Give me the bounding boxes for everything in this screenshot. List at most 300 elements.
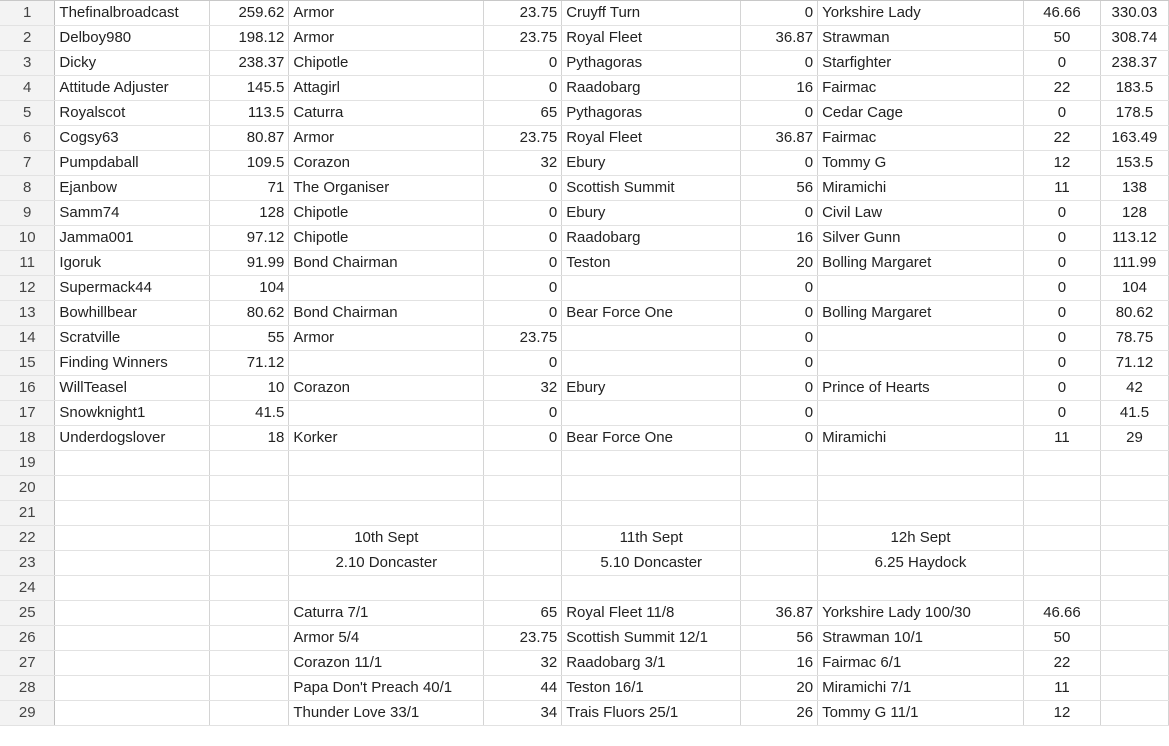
- cell[interactable]: Bear Force One: [562, 301, 741, 326]
- cell[interactable]: Armor 5/4: [289, 626, 484, 651]
- cell[interactable]: 198.12: [210, 26, 289, 51]
- cell[interactable]: 0: [741, 426, 818, 451]
- cell[interactable]: Jamma001: [55, 226, 210, 251]
- cell[interactable]: Royal Fleet: [562, 26, 741, 51]
- cell[interactable]: Thunder Love 33/1: [289, 701, 484, 726]
- cell[interactable]: Teston: [562, 251, 741, 276]
- row-number[interactable]: 16: [0, 376, 55, 401]
- cell[interactable]: 0: [484, 351, 562, 376]
- cell[interactable]: [289, 501, 484, 526]
- cell[interactable]: 0: [484, 301, 562, 326]
- cell[interactable]: 2.10 Doncaster: [289, 551, 484, 576]
- cell[interactable]: [55, 626, 210, 651]
- cell[interactable]: 80.87: [210, 126, 289, 151]
- cell[interactable]: Ebury: [562, 151, 741, 176]
- cell[interactable]: [484, 501, 562, 526]
- cell[interactable]: 56: [741, 176, 818, 201]
- row-number[interactable]: 26: [0, 626, 55, 651]
- table-row: [0, 501, 1169, 526]
- table-row: [0, 476, 1169, 501]
- cell[interactable]: 65: [484, 601, 562, 626]
- cell[interactable]: Yorkshire Lady: [818, 1, 1024, 26]
- cell[interactable]: Corazon: [289, 151, 484, 176]
- cell[interactable]: [1100, 676, 1168, 701]
- table-row: [0, 226, 1169, 251]
- cell[interactable]: 104: [210, 276, 289, 301]
- cell[interactable]: [562, 451, 741, 476]
- table-row: [0, 551, 1169, 576]
- cell[interactable]: Scottish Summit: [562, 176, 741, 201]
- cell[interactable]: 138: [1100, 176, 1168, 201]
- cell[interactable]: 0: [1024, 226, 1101, 251]
- cell[interactable]: 23.75: [484, 126, 562, 151]
- cell[interactable]: [562, 576, 741, 601]
- cell[interactable]: 11: [1024, 676, 1101, 701]
- cell[interactable]: Finding Winners: [55, 351, 210, 376]
- cell[interactable]: 46.66: [1024, 601, 1101, 626]
- cell[interactable]: 0: [1024, 251, 1101, 276]
- cell[interactable]: [210, 701, 289, 726]
- cell[interactable]: Attitude Adjuster: [55, 76, 210, 101]
- cell[interactable]: 0: [1024, 351, 1101, 376]
- cell[interactable]: Miramichi: [818, 176, 1024, 201]
- cell[interactable]: [289, 276, 484, 301]
- table-row: [0, 126, 1169, 151]
- cell[interactable]: 16: [741, 226, 818, 251]
- cell[interactable]: Bolling Margaret: [818, 301, 1024, 326]
- cell[interactable]: 0: [484, 51, 562, 76]
- cell[interactable]: 145.5: [210, 76, 289, 101]
- row-number[interactable]: 20: [0, 476, 55, 501]
- row-number[interactable]: 3: [0, 51, 55, 76]
- cell[interactable]: [1100, 576, 1168, 601]
- cell[interactable]: Civil Law: [818, 201, 1024, 226]
- cell[interactable]: Caturra: [289, 101, 484, 126]
- cell[interactable]: [1024, 501, 1101, 526]
- cell[interactable]: Armor: [289, 26, 484, 51]
- cell[interactable]: 5.10 Doncaster: [562, 551, 741, 576]
- cell[interactable]: [1024, 551, 1101, 576]
- cell[interactable]: 41.5: [210, 401, 289, 426]
- cell[interactable]: [289, 351, 484, 376]
- cell[interactable]: [562, 476, 741, 501]
- cell[interactable]: 50: [1024, 26, 1101, 51]
- cell[interactable]: 0: [1024, 276, 1101, 301]
- cell[interactable]: Yorkshire Lady 100/30: [818, 601, 1024, 626]
- cell[interactable]: 23.75: [484, 1, 562, 26]
- cell[interactable]: 91.99: [210, 251, 289, 276]
- cell[interactable]: 55: [210, 326, 289, 351]
- cell[interactable]: [1100, 701, 1168, 726]
- cell[interactable]: Miramichi: [818, 426, 1024, 451]
- row-number[interactable]: 24: [0, 576, 55, 601]
- cell[interactable]: Chipotle: [289, 51, 484, 76]
- cell[interactable]: 238.37: [210, 51, 289, 76]
- cell[interactable]: The Organiser: [289, 176, 484, 201]
- cell[interactable]: Ejanbow: [55, 176, 210, 201]
- cell[interactable]: Silver Gunn: [818, 226, 1024, 251]
- cell[interactable]: Snowknight1: [55, 401, 210, 426]
- table-row: [0, 201, 1169, 226]
- row-number[interactable]: 7: [0, 151, 55, 176]
- cell[interactable]: Attagirl: [289, 76, 484, 101]
- cell[interactable]: Scottish Summit 12/1: [562, 626, 741, 651]
- cell[interactable]: Bolling Margaret: [818, 251, 1024, 276]
- cell[interactable]: Korker: [289, 426, 484, 451]
- cell[interactable]: 71: [210, 176, 289, 201]
- cell[interactable]: Starfighter: [818, 51, 1024, 76]
- cell[interactable]: Miramichi 7/1: [818, 676, 1024, 701]
- cell[interactable]: Raadobarg 3/1: [562, 651, 741, 676]
- cell[interactable]: [55, 576, 210, 601]
- cell[interactable]: [818, 351, 1024, 376]
- cell[interactable]: [741, 576, 818, 601]
- cell[interactable]: [741, 476, 818, 501]
- cell[interactable]: [562, 401, 741, 426]
- cell[interactable]: [210, 451, 289, 476]
- cell[interactable]: Thefinalbroadcast: [55, 1, 210, 26]
- cell[interactable]: Delboy980: [55, 26, 210, 51]
- cell[interactable]: 0: [741, 51, 818, 76]
- cell[interactable]: [210, 551, 289, 576]
- cell[interactable]: [210, 576, 289, 601]
- cell[interactable]: 128: [210, 201, 289, 226]
- cell[interactable]: 238.37: [1100, 51, 1168, 76]
- cell[interactable]: [55, 651, 210, 676]
- cell[interactable]: 0: [741, 101, 818, 126]
- cell[interactable]: [1100, 451, 1168, 476]
- cell[interactable]: [484, 551, 562, 576]
- row-number[interactable]: 5: [0, 101, 55, 126]
- cell[interactable]: [741, 501, 818, 526]
- cell[interactable]: 36.87: [741, 601, 818, 626]
- cell[interactable]: Supermack44: [55, 276, 210, 301]
- cell[interactable]: Teston 16/1: [562, 676, 741, 701]
- cell[interactable]: Bond Chairman: [289, 251, 484, 276]
- cell[interactable]: Prince of Hearts: [818, 376, 1024, 401]
- cell[interactable]: [818, 451, 1024, 476]
- cell[interactable]: Trais Fluors 25/1: [562, 701, 741, 726]
- cell[interactable]: 23.75: [484, 326, 562, 351]
- row-number[interactable]: 25: [0, 601, 55, 626]
- cell[interactable]: Chipotle: [289, 226, 484, 251]
- cell[interactable]: 78.75: [1100, 326, 1168, 351]
- cell[interactable]: 259.62: [210, 1, 289, 26]
- cell[interactable]: Bowhillbear: [55, 301, 210, 326]
- cell[interactable]: 34: [484, 701, 562, 726]
- cell[interactable]: Bear Force One: [562, 426, 741, 451]
- cell[interactable]: Caturra 7/1: [289, 601, 484, 626]
- cell[interactable]: Fairmac: [818, 126, 1024, 151]
- cell[interactable]: Tommy G 11/1: [818, 701, 1024, 726]
- cell[interactable]: Raadobarg: [562, 76, 741, 101]
- cell[interactable]: 0: [1024, 51, 1101, 76]
- cell[interactable]: [210, 501, 289, 526]
- cell[interactable]: Pythagoras: [562, 51, 741, 76]
- row-number[interactable]: 1: [0, 1, 55, 26]
- cell[interactable]: 0: [741, 276, 818, 301]
- cell[interactable]: 0: [741, 1, 818, 26]
- cell[interactable]: Scratville: [55, 326, 210, 351]
- cell[interactable]: [210, 601, 289, 626]
- cell[interactable]: [818, 576, 1024, 601]
- cell[interactable]: 26: [741, 701, 818, 726]
- cell[interactable]: 0: [741, 151, 818, 176]
- cell[interactable]: [741, 451, 818, 476]
- row-number[interactable]: 12: [0, 276, 55, 301]
- cell[interactable]: 32: [484, 376, 562, 401]
- cell[interactable]: 113.12: [1100, 226, 1168, 251]
- cell[interactable]: 0: [741, 201, 818, 226]
- cell[interactable]: Underdogslover: [55, 426, 210, 451]
- cell[interactable]: Ebury: [562, 201, 741, 226]
- cell[interactable]: 0: [1024, 376, 1101, 401]
- cell[interactable]: 16: [741, 76, 818, 101]
- cell[interactable]: 104: [1100, 276, 1168, 301]
- cell[interactable]: [741, 551, 818, 576]
- cell[interactable]: 0: [741, 326, 818, 351]
- cell[interactable]: Armor: [289, 126, 484, 151]
- cell[interactable]: 50: [1024, 626, 1101, 651]
- cell[interactable]: Fairmac 6/1: [818, 651, 1024, 676]
- row-number[interactable]: 11: [0, 251, 55, 276]
- table-row: [0, 76, 1169, 101]
- row-number[interactable]: 13: [0, 301, 55, 326]
- cell[interactable]: [1024, 576, 1101, 601]
- cell[interactable]: [1024, 476, 1101, 501]
- cell[interactable]: 32: [484, 151, 562, 176]
- cell[interactable]: 46.66: [1024, 1, 1101, 26]
- cell[interactable]: [562, 501, 741, 526]
- cell[interactable]: 0: [484, 276, 562, 301]
- row-number[interactable]: 14: [0, 326, 55, 351]
- cell[interactable]: Cogsy63: [55, 126, 210, 151]
- cell[interactable]: 183.5: [1100, 76, 1168, 101]
- cell[interactable]: [1024, 451, 1101, 476]
- cell[interactable]: [1100, 526, 1168, 551]
- row-number[interactable]: 17: [0, 401, 55, 426]
- cell[interactable]: Strawman: [818, 26, 1024, 51]
- cell[interactable]: [210, 651, 289, 676]
- cell[interactable]: 0: [484, 426, 562, 451]
- cell[interactable]: 44: [484, 676, 562, 701]
- cell[interactable]: [484, 576, 562, 601]
- cell[interactable]: [562, 326, 741, 351]
- cell[interactable]: 36.87: [741, 26, 818, 51]
- cell[interactable]: WillTeasel: [55, 376, 210, 401]
- cell[interactable]: Royalscot: [55, 101, 210, 126]
- cell[interactable]: Igoruk: [55, 251, 210, 276]
- row-number[interactable]: 23: [0, 551, 55, 576]
- cell[interactable]: 65: [484, 101, 562, 126]
- cell[interactable]: Corazon: [289, 376, 484, 401]
- row-number[interactable]: 18: [0, 426, 55, 451]
- cell[interactable]: [562, 351, 741, 376]
- cell[interactable]: Armor: [289, 326, 484, 351]
- row-number[interactable]: 2: [0, 26, 55, 51]
- table-row: [0, 451, 1169, 476]
- cell[interactable]: 128: [1100, 201, 1168, 226]
- row-number[interactable]: 21: [0, 501, 55, 526]
- cell[interactable]: [484, 476, 562, 501]
- cell[interactable]: [818, 501, 1024, 526]
- cell[interactable]: 20: [741, 251, 818, 276]
- cell[interactable]: 71.12: [1100, 351, 1168, 376]
- cell[interactable]: [1100, 476, 1168, 501]
- cell[interactable]: 111.99: [1100, 251, 1168, 276]
- cell[interactable]: 71.12: [210, 351, 289, 376]
- cell[interactable]: 0: [741, 376, 818, 401]
- row-number[interactable]: 9: [0, 201, 55, 226]
- cell[interactable]: 80.62: [1100, 301, 1168, 326]
- cell[interactable]: [210, 476, 289, 501]
- cell[interactable]: 0: [1024, 326, 1101, 351]
- cell[interactable]: [55, 451, 210, 476]
- cell[interactable]: Raadobarg: [562, 226, 741, 251]
- cell[interactable]: Royal Fleet 11/8: [562, 601, 741, 626]
- cell[interactable]: [55, 501, 210, 526]
- cell[interactable]: [562, 276, 741, 301]
- cell[interactable]: 0: [741, 351, 818, 376]
- cell[interactable]: [1100, 651, 1168, 676]
- row-number[interactable]: 4: [0, 76, 55, 101]
- cell[interactable]: 56: [741, 626, 818, 651]
- cell[interactable]: [55, 526, 210, 551]
- row-number[interactable]: 22: [0, 526, 55, 551]
- cell[interactable]: [818, 476, 1024, 501]
- cell[interactable]: 12: [1024, 701, 1101, 726]
- cell[interactable]: Samm74: [55, 201, 210, 226]
- cell[interactable]: Strawman 10/1: [818, 626, 1024, 651]
- cell[interactable]: Cruyff Turn: [562, 1, 741, 26]
- cell[interactable]: 20: [741, 676, 818, 701]
- cell[interactable]: [1100, 551, 1168, 576]
- cell[interactable]: 10th Sept: [289, 526, 484, 551]
- cell[interactable]: Fairmac: [818, 76, 1024, 101]
- cell[interactable]: [210, 526, 289, 551]
- cell[interactable]: 16: [741, 651, 818, 676]
- cell[interactable]: [289, 476, 484, 501]
- cell[interactable]: [1100, 626, 1168, 651]
- cell[interactable]: [210, 676, 289, 701]
- cell[interactable]: Armor: [289, 1, 484, 26]
- cell[interactable]: 153.5: [1100, 151, 1168, 176]
- cell[interactable]: 80.62: [210, 301, 289, 326]
- cell[interactable]: [289, 401, 484, 426]
- cell[interactable]: Chipotle: [289, 201, 484, 226]
- row-number[interactable]: 28: [0, 676, 55, 701]
- cell[interactable]: [818, 401, 1024, 426]
- cell[interactable]: 10: [210, 376, 289, 401]
- cell[interactable]: Corazon 11/1: [289, 651, 484, 676]
- cell[interactable]: 308.74: [1100, 26, 1168, 51]
- cell[interactable]: 0: [484, 201, 562, 226]
- cell[interactable]: Pythagoras: [562, 101, 741, 126]
- cell[interactable]: 22: [1024, 76, 1101, 101]
- cell[interactable]: 11th Sept: [562, 526, 741, 551]
- cell[interactable]: 32: [484, 651, 562, 676]
- cell[interactable]: 0: [484, 251, 562, 276]
- cell[interactable]: [55, 701, 210, 726]
- table-row: [0, 676, 1169, 701]
- cell[interactable]: 12h Sept: [818, 526, 1024, 551]
- cell[interactable]: 11: [1024, 176, 1101, 201]
- row-number[interactable]: 29: [0, 701, 55, 726]
- cell[interactable]: 0: [1024, 301, 1101, 326]
- cell[interactable]: [1024, 526, 1101, 551]
- cell[interactable]: [289, 451, 484, 476]
- cell[interactable]: Tommy G: [818, 151, 1024, 176]
- cell[interactable]: Ebury: [562, 376, 741, 401]
- cell[interactable]: 97.12: [210, 226, 289, 251]
- cell[interactable]: [55, 551, 210, 576]
- table-row: [0, 401, 1169, 426]
- cell[interactable]: 0: [1024, 201, 1101, 226]
- cell[interactable]: 36.87: [741, 126, 818, 151]
- cell[interactable]: Pumpdaball: [55, 151, 210, 176]
- cell[interactable]: 0: [484, 226, 562, 251]
- cell[interactable]: 41.5: [1100, 401, 1168, 426]
- cell[interactable]: [210, 626, 289, 651]
- cell[interactable]: Papa Don't Preach 40/1: [289, 676, 484, 701]
- cell[interactable]: 23.75: [484, 626, 562, 651]
- cell[interactable]: [1100, 501, 1168, 526]
- cell[interactable]: [818, 326, 1024, 351]
- cell[interactable]: 12: [1024, 151, 1101, 176]
- cell[interactable]: 330.03: [1100, 1, 1168, 26]
- cell[interactable]: [55, 676, 210, 701]
- row-number[interactable]: 15: [0, 351, 55, 376]
- cell[interactable]: [55, 601, 210, 626]
- cell[interactable]: 109.5: [210, 151, 289, 176]
- cell[interactable]: 0: [484, 401, 562, 426]
- cell[interactable]: [818, 276, 1024, 301]
- cell[interactable]: 18: [210, 426, 289, 451]
- cell[interactable]: 163.49: [1100, 126, 1168, 151]
- row-number[interactable]: 8: [0, 176, 55, 201]
- cell[interactable]: [289, 576, 484, 601]
- cell[interactable]: 0: [1024, 101, 1101, 126]
- cell[interactable]: 42: [1100, 376, 1168, 401]
- row-number[interactable]: 10: [0, 226, 55, 251]
- cell[interactable]: 23.75: [484, 26, 562, 51]
- cell[interactable]: [55, 476, 210, 501]
- cell[interactable]: [484, 526, 562, 551]
- cell[interactable]: 113.5: [210, 101, 289, 126]
- cell[interactable]: 22: [1024, 126, 1101, 151]
- row-number[interactable]: 27: [0, 651, 55, 676]
- cell[interactable]: 6.25 Haydock: [818, 551, 1024, 576]
- cell[interactable]: 0: [1024, 401, 1101, 426]
- cell[interactable]: 29: [1100, 426, 1168, 451]
- cell[interactable]: 0: [484, 76, 562, 101]
- cell[interactable]: 178.5: [1100, 101, 1168, 126]
- row-number[interactable]: 19: [0, 451, 55, 476]
- cell[interactable]: [741, 526, 818, 551]
- cell[interactable]: [1100, 601, 1168, 626]
- row-number[interactable]: 6: [0, 126, 55, 151]
- cell[interactable]: 11: [1024, 426, 1101, 451]
- cell[interactable]: Dicky: [55, 51, 210, 76]
- cell[interactable]: [484, 451, 562, 476]
- cell[interactable]: 0: [741, 401, 818, 426]
- cell[interactable]: Royal Fleet: [562, 126, 741, 151]
- cell[interactable]: Bond Chairman: [289, 301, 484, 326]
- cell[interactable]: 0: [741, 301, 818, 326]
- cell[interactable]: 0: [484, 176, 562, 201]
- cell[interactable]: Cedar Cage: [818, 101, 1024, 126]
- cell[interactable]: 22: [1024, 651, 1101, 676]
